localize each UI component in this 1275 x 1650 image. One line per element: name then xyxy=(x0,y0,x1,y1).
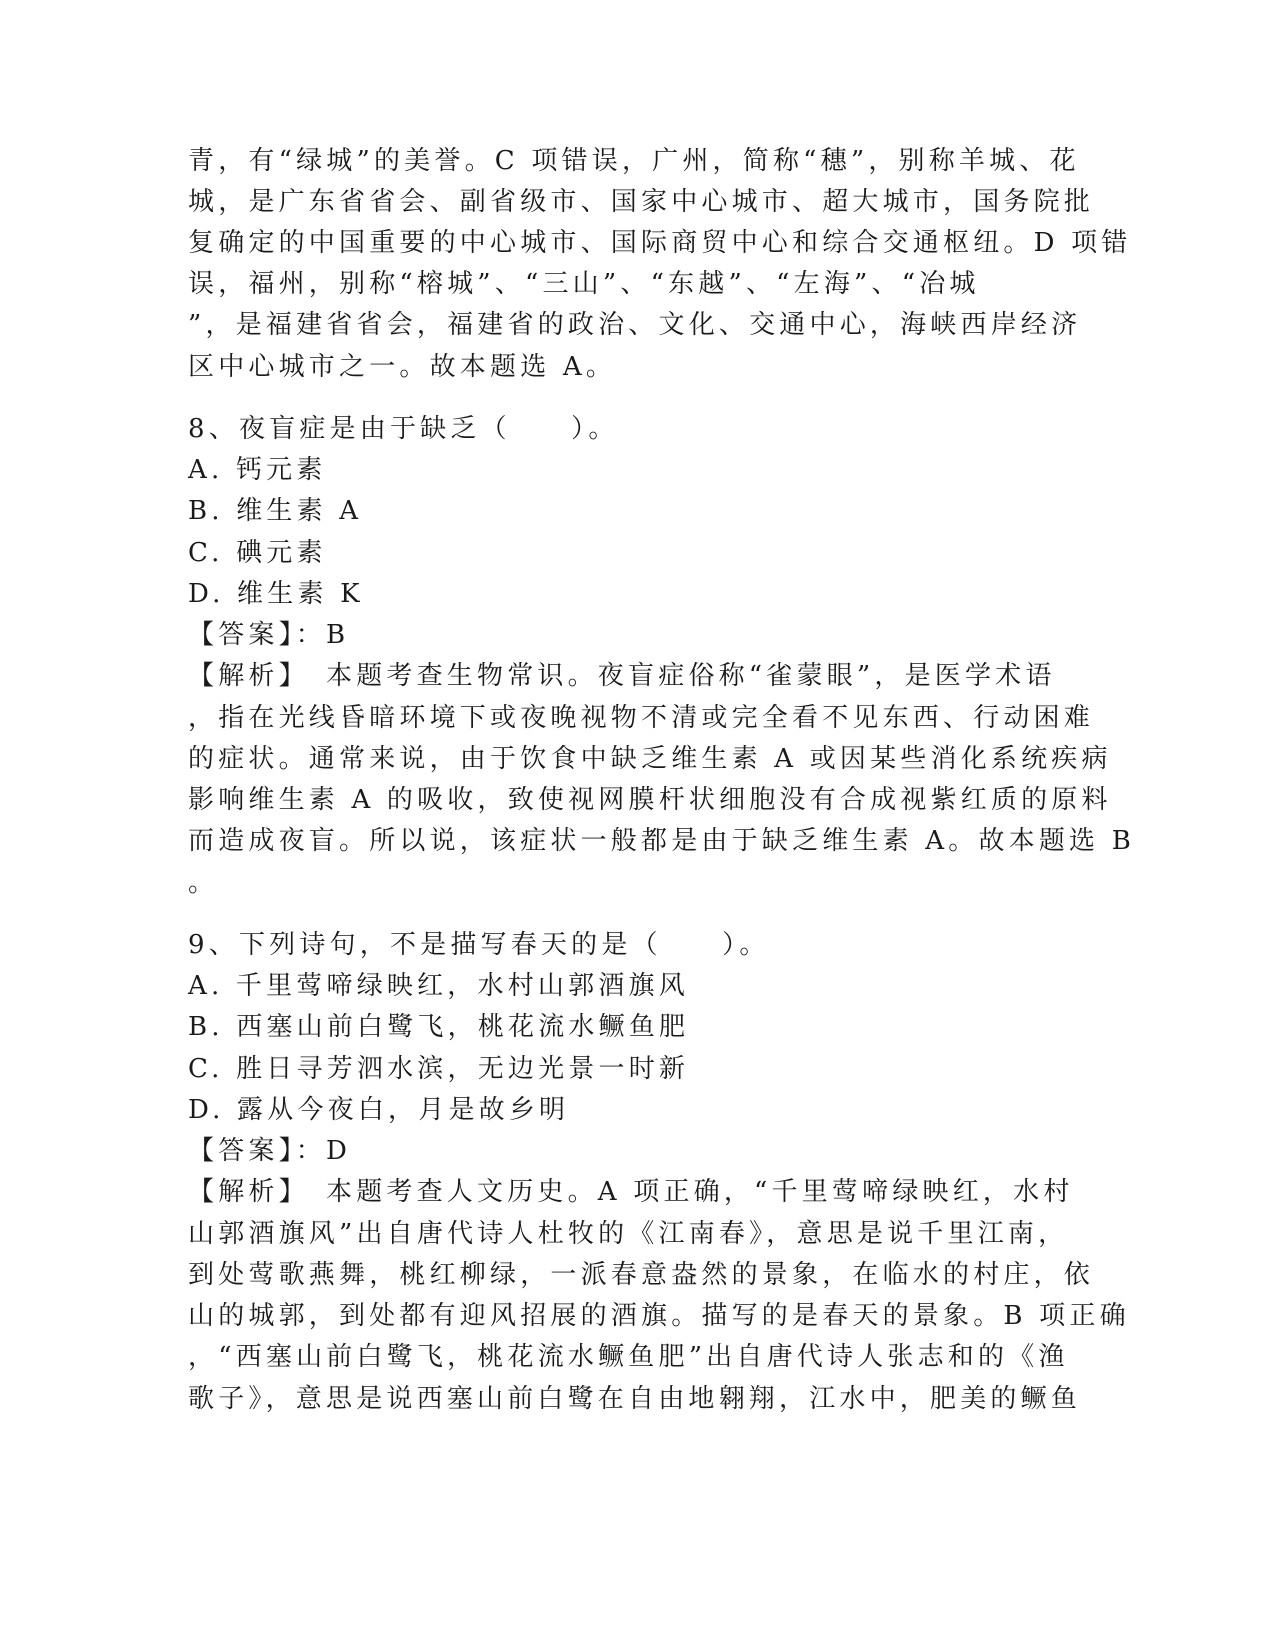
option-b: B. 维生素 A xyxy=(188,496,363,526)
text-line: ”，是福建省省会，福建省的政治、文化、交通中心，海峡西岸经济 xyxy=(188,310,1082,340)
analysis-line: 【解析】 本题考查人文历史。A 项正确，“千里莺啼绿映红，水村 xyxy=(188,1177,1074,1207)
option-a: A. 千里莺啼绿映红，水村山郭酒旗风 xyxy=(188,971,689,1001)
question-9-title: 9、下列诗句，不是描写春天的是（ ）。 xyxy=(188,930,770,960)
analysis-line: 山的城郭，到处都有迎风招展的酒旗。描写的是春天的景象。B 项正确 xyxy=(188,1301,1130,1331)
option-d: D. 维生素 K xyxy=(188,579,364,609)
analysis-line: 影响维生素 A 的吸收，致使视网膜杆状细胞没有合成视紫红质的原料 xyxy=(188,785,1112,815)
answer-label: 【答案】：B xyxy=(188,620,350,650)
analysis-line: 【解析】 本题考查生物常识。夜盲症俗称“雀蒙眼”，是医学术语 xyxy=(188,661,1056,691)
analysis-line: 而造成夜盲。所以说，该症状一般都是由于缺乏维生素 A。故本题选 B xyxy=(188,826,1136,856)
option-b: B. 西塞山前白鹭飞，桃花流水鳜鱼肥 xyxy=(188,1012,690,1042)
analysis-line: 到处莺歌燕舞，桃红柳绿，一派春意盎然的景象，在临水的村庄，依 xyxy=(188,1260,1095,1290)
question-8-title: 8、夜盲症是由于缺乏（ ）。 xyxy=(188,414,619,444)
text-line: 城，是广东省省会、副省级市、国家中心城市、超大城市，国务院批 xyxy=(188,187,1095,217)
option-a: A. 钙元素 xyxy=(188,455,327,485)
option-c: C. 胜日寻芳泗水滨，无边光景一时新 xyxy=(188,1054,690,1084)
text-line: 复确定的中国重要的中心城市、国际商贸中心和综合交通枢纽。D 项错 xyxy=(188,228,1132,258)
text-line: 青，有“绿城”的美誉。C 项错误，广州，简称“穗”，别称羊城、花 xyxy=(188,146,1080,176)
analysis-line: 山郭酒旗风”出自唐代诗人杜牧的《江南春》，意思是说千里江南， xyxy=(188,1219,1069,1249)
analysis-line: 歌子》，意思是说西塞山前白鹭在自由地翱翔，江水中，肥美的鳜鱼 xyxy=(188,1384,1082,1414)
analysis-line: 。 xyxy=(188,868,219,898)
text-line: 区中心城市之一。故本题选 A。 xyxy=(188,352,617,382)
text-line: 误，福州，别称“榕城”、“三山”、“东越”、“左海”、“冶城 xyxy=(188,269,980,299)
analysis-line: ，“西塞山前白鹭飞，桃花流水鳜鱼肥”出自唐代诗人张志和的《渔 xyxy=(188,1342,1069,1372)
analysis-line: ，指在光线昏暗环境下或夜晚视物不清或完全看不见东西、行动困难 xyxy=(188,703,1095,733)
option-c: C. 碘元素 xyxy=(188,538,327,568)
answer-label: 【答案】：D xyxy=(188,1136,352,1166)
option-d: D. 露从今夜白，月是故乡明 xyxy=(188,1095,570,1125)
analysis-line: 的症状。通常来说，由于饮食中缺乏维生素 A 或因某些消化系统疾病 xyxy=(188,744,1112,774)
